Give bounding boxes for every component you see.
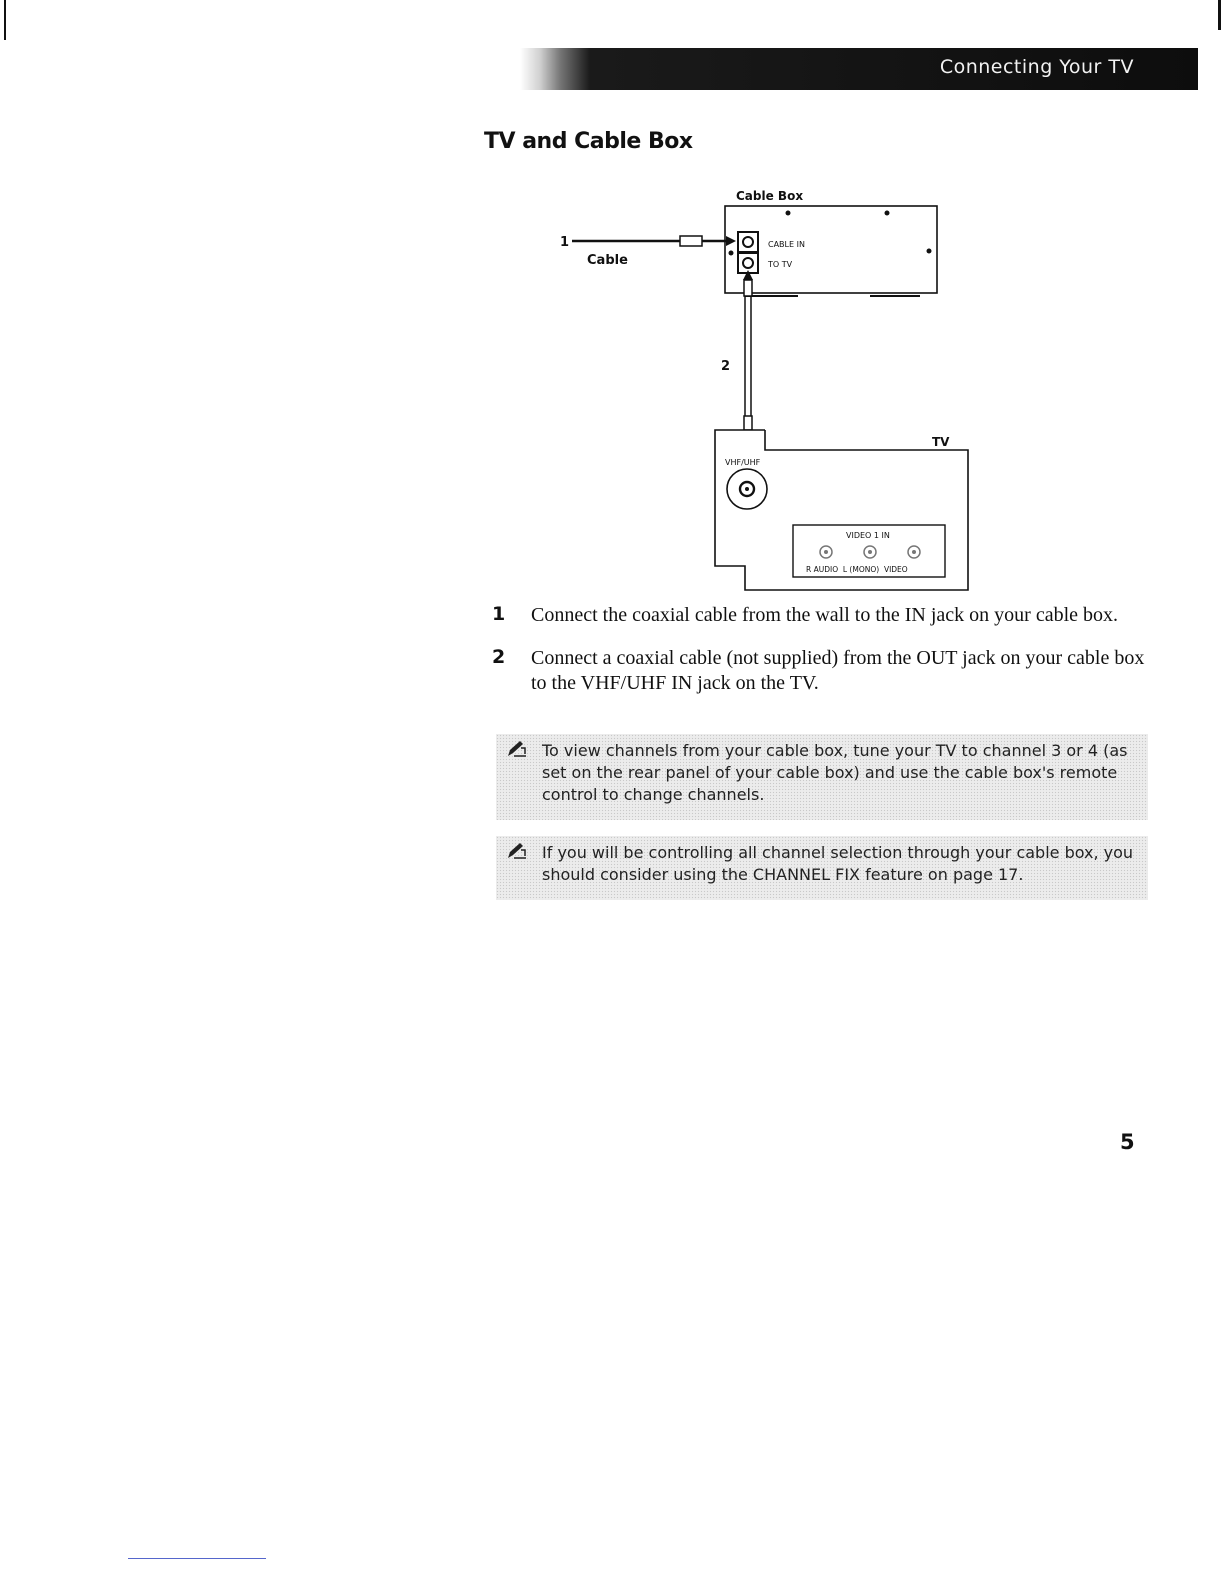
f-connector-icon (744, 280, 752, 296)
instruction-steps (488, 603, 1148, 714)
cable-in-jack-icon (738, 232, 758, 252)
pencil-note-icon (506, 842, 528, 860)
list-item (488, 603, 1148, 628)
cable-box-label: Cable Box (736, 189, 804, 203)
screw-dot (927, 249, 932, 254)
chapter-title: Connecting Your TV (939, 56, 1134, 78)
cable-label: Cable (587, 253, 628, 268)
audio-video-labels: R AUDIO L (MONO) VIDEO (806, 565, 908, 574)
f-connector-icon (680, 236, 702, 246)
list-item (488, 646, 1148, 696)
step-text: Connect a coaxial cable (not supplied) from the OUT jack on your cable box to the VHF/UHF IN jack on the TV. (531, 647, 1145, 694)
footer-rule (128, 1558, 266, 1559)
vhf-uhf-label: VHF/UHF (725, 458, 761, 467)
to-tv-label: TO TV (768, 260, 793, 269)
page-edge-mark (4, 0, 6, 40)
page-edge-mark (1218, 0, 1221, 30)
step-2-marker: 2 (721, 359, 731, 374)
page-number: 5 (1120, 1130, 1135, 1154)
connection-diagram (540, 180, 980, 600)
note-box (496, 734, 1148, 820)
step-number: 1 (492, 603, 506, 625)
step-number: 2 (492, 646, 506, 668)
step-1-marker: 1 (560, 235, 570, 250)
cable-in-label: CABLE IN (768, 240, 805, 249)
tv-label: TV (932, 435, 950, 449)
pencil-note-icon (506, 740, 528, 758)
section-title: TV and Cable Box (484, 129, 693, 154)
note-box (496, 836, 1148, 900)
connection-diagram-svg (540, 180, 980, 600)
f-connector-icon (744, 416, 752, 430)
header-band (520, 48, 1198, 90)
screw-dot (729, 251, 734, 256)
screw-dot (786, 211, 791, 216)
screw-dot (885, 211, 890, 216)
step-text: Connect the coaxial cable from the wall to the IN jack on your cable box. (531, 604, 1119, 626)
video-in-label: VIDEO 1 IN (846, 531, 890, 540)
note-text: If you will be controlling all channel selection through your cable box, you should consider using the CHANNEL FIX feature on page 17. (542, 843, 1134, 884)
note-text: To view channels from your cable box, tune your TV to channel 3 or 4 (as set on the rear panel of your cable box) and use the cable box's remote control to change channels. (542, 741, 1128, 804)
